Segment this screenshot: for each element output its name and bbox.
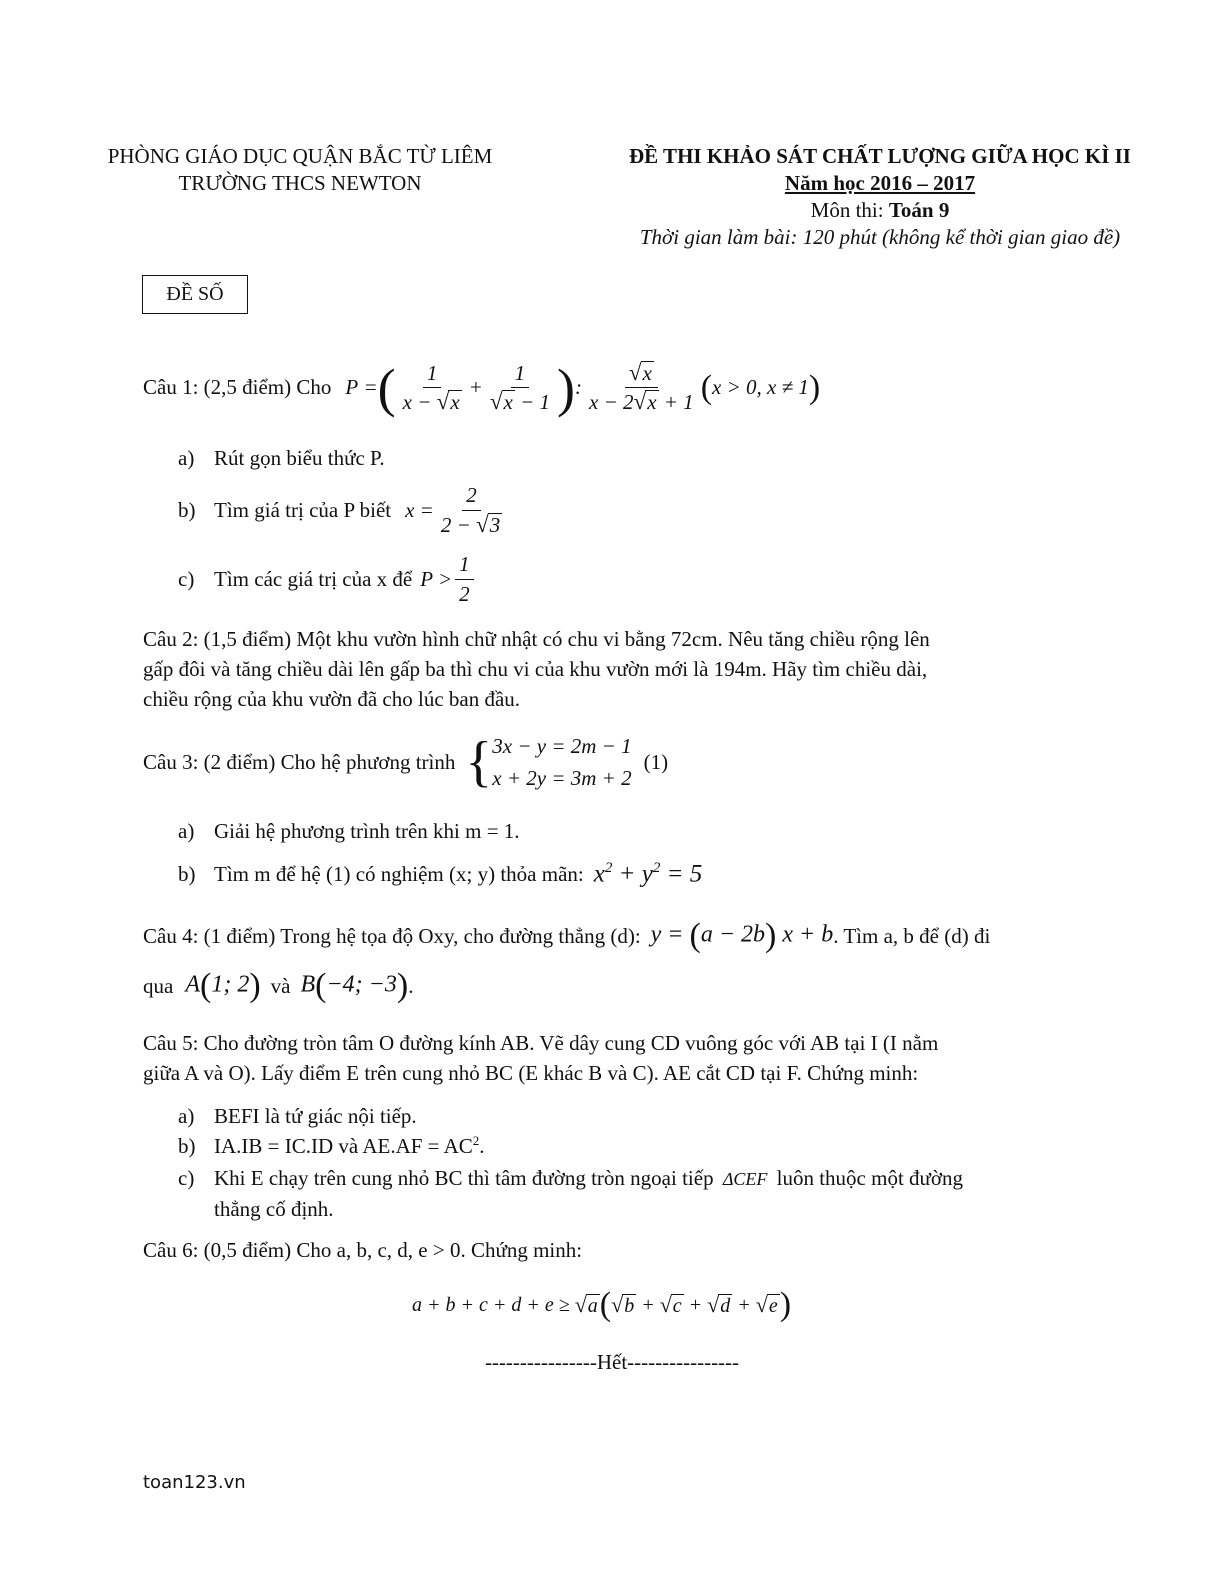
q1-formula: P = ( 1 x − √ x + 1 √ x − 1 ) : √ x x − 2 √ x + 1 ( x > 0, x ≠ 1 ) <box>345 357 821 418</box>
q3-part-a: a) Giải hệ phương trình trên khi m = 1. <box>178 819 520 843</box>
q3b-formula: $x^2 + y^2 = 5$ <box>593 859 703 888</box>
q1-part-c: c) Tìm các giá trị của x để P > $\frac{1}{2}$ <box>178 550 477 608</box>
q1-part-b: b) Tìm giá trị của P biết x = 2 2 − √ 3 <box>178 478 509 542</box>
q1b-formula: x = 2 2 − √ 3 <box>405 483 501 537</box>
exam-title: ĐỀ THI KHẢO SÁT CHẤT LƯỢNG GIỮA HỌC KÌ II <box>629 144 1131 168</box>
q1-intro: Câu 1: (2,5 điểm) Cho <box>143 375 332 399</box>
q4-point-a: A(1; 2) <box>185 967 261 1004</box>
q5-part-b: b) IA.IB = IC.ID và $AE.AF = AC^2$. <box>178 1133 485 1158</box>
subject-value: Toán 9 <box>888 198 950 222</box>
question-2: Câu 2: (1,5 điểm) Một khu vườn hình chữ nhật có chu vi bằng 72cm. Nêu tăng chiều rộng lên gấp đôi và tăng chiều dài lên gấp ba thì chu vi của khu vườn mới là 194m. Hãy tìm chiều dài, chiều rộng của khu vườn đã cho lúc ban đầu. <box>143 627 930 711</box>
q4-point-b: B(−4; −3) <box>300 967 409 1004</box>
q6-inequality: a + b + c + d + e ≥ √ a ( √ b + √ c + √ d + √ e ) <box>412 1286 792 1323</box>
q5-part-a: a) BEFI là tứ giác nội tiếp. <box>178 1104 417 1128</box>
q3-part-b: b) Tìm m để hệ (1) có nghiệm (x; y) thỏa mãn: $x^2 + y^2 = 5$ <box>178 859 703 888</box>
exam-code-box <box>142 275 248 314</box>
question-1 <box>143 345 820 430</box>
end-mark: ----------------Hết---------------- <box>484 1350 740 1374</box>
department-name: PHÒNG GIÁO DỤC QUẬN BẮC TỪ LIÊM <box>107 144 493 168</box>
q5-part-c: c) Khi E chạy trên cung nhỏ BC thì tâm đường tròn ngoại tiếp ΔCEF luôn thuộc một đường thẳng cố định. <box>178 1166 964 1221</box>
question-5: Câu 5: Cho đường tròn tâm O đường kính AB. Vẽ dây cung CD vuông góc với AB tại I (I nằm giữa A và O). Lấy điểm E trên cung nhỏ BC (E khác B và C). AE cắt CD tại F. Chứng minh: <box>143 1031 939 1085</box>
q4-line-equation: y = (a − 2b) x + b <box>650 917 834 954</box>
q5-triangle: ΔCEF <box>722 1169 768 1189</box>
school-year: Năm học 2016 – 2017 <box>784 171 976 195</box>
header-left <box>70 143 530 197</box>
q1-part-a: a) Rút gọn biểu thức P. <box>178 446 385 470</box>
exam-code-label: ĐỀ SỐ <box>166 283 224 305</box>
q1c-formula: P > $\frac{1}{2}$ <box>420 552 476 605</box>
subject-line <box>585 197 1175 224</box>
q3-intro: Câu 3: (2 điểm) Cho hệ phương trình <box>143 749 456 774</box>
q3-tag: (1) <box>643 749 669 774</box>
question-4-line1: Câu 4: (1 điểm) Trong hệ tọa độ Oxy, cho đường thẳng (d): y = (a − 2b) x + b . Tìm a, b để (d) đi <box>143 917 991 954</box>
q3-eq2: x + 2y = 3m + 2 <box>492 766 632 790</box>
header-right <box>585 143 1175 251</box>
question-6: Câu 6: (0,5 điểm) Cho a, b, c, d, e > 0. Chứng minh: <box>143 1238 583 1262</box>
q3-system: { 3x − y = 2m − 1 x + 2y = 3m + 2 <box>465 731 632 793</box>
subject-label: Môn thi: <box>810 198 889 222</box>
school-name: TRƯỜNG THCS NEWTON <box>178 171 422 195</box>
q3-eq1: 3x − y = 2m − 1 <box>492 734 632 758</box>
question-4-line2: qua A(1; 2) và B(−4; −3) . <box>143 967 414 1004</box>
footer-site: toan123.vn <box>143 1472 246 1493</box>
time-note: Thời gian làm bài: 120 phút (không kể thời gian giao đề) <box>639 225 1121 249</box>
question-3 <box>143 728 668 796</box>
